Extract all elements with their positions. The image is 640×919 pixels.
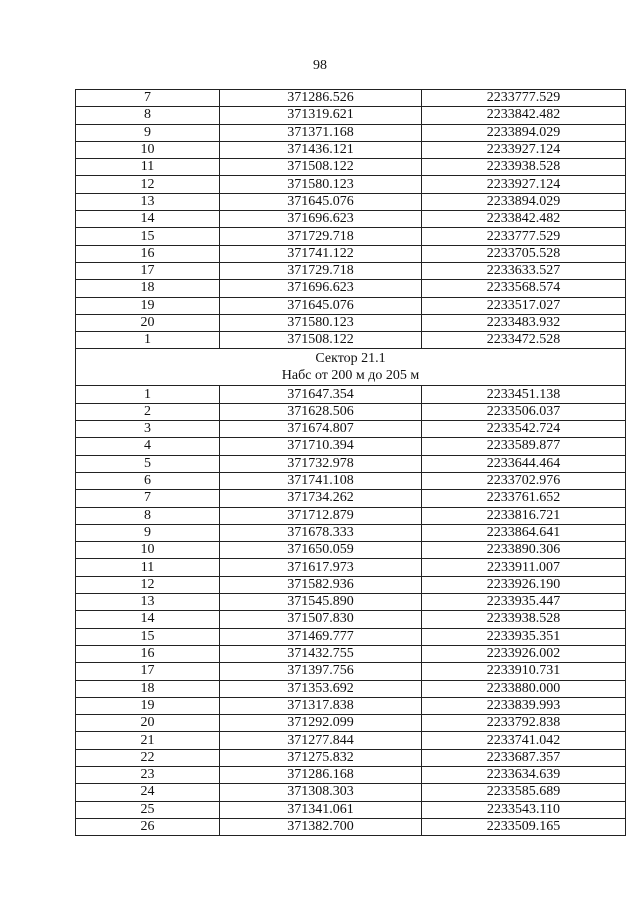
y-coordinate-cell: 2233816.721: [422, 507, 626, 524]
table-row: [76, 107, 626, 124]
x-coordinate-cell: 371710.394: [220, 438, 422, 455]
point-number-cell: 22: [76, 749, 220, 766]
point-number-cell: 20: [76, 314, 220, 331]
table-row: [76, 697, 626, 714]
point-number-cell: 7: [76, 90, 220, 107]
point-number-cell: 20: [76, 715, 220, 732]
x-coordinate-cell: 371507.830: [220, 611, 422, 628]
x-coordinate-cell: 371319.621: [220, 107, 422, 124]
point-number-cell: 23: [76, 766, 220, 783]
point-number-cell: 1: [76, 386, 220, 403]
table-row: [76, 680, 626, 697]
table-row: [76, 228, 626, 245]
x-coordinate-cell: 371277.844: [220, 732, 422, 749]
x-coordinate-cell: 371580.123: [220, 176, 422, 193]
y-coordinate-cell: 2233777.529: [422, 228, 626, 245]
y-coordinate-cell: 2233935.447: [422, 594, 626, 611]
page-number: 98: [313, 58, 327, 73]
table-row: [76, 663, 626, 680]
y-coordinate-cell: 2233542.724: [422, 421, 626, 438]
table-row: [76, 314, 626, 331]
table-row: [76, 594, 626, 611]
point-number-cell: 5: [76, 455, 220, 472]
x-coordinate-cell: 371308.303: [220, 784, 422, 801]
y-coordinate-cell: 2233910.731: [422, 663, 626, 680]
table-row: [76, 90, 626, 107]
point-number-cell: 25: [76, 801, 220, 818]
table-row: [76, 159, 626, 176]
point-number-cell: 16: [76, 245, 220, 262]
table-row: [76, 176, 626, 193]
section-header: [76, 349, 626, 386]
x-coordinate-cell: 371741.122: [220, 245, 422, 262]
y-coordinate-cell: 2233517.027: [422, 297, 626, 314]
x-coordinate-cell: 371712.879: [220, 507, 422, 524]
point-number-cell: 19: [76, 697, 220, 714]
y-coordinate-cell: 2233842.482: [422, 211, 626, 228]
x-coordinate-cell: 371432.755: [220, 645, 422, 662]
table-row: [76, 386, 626, 403]
y-coordinate-cell: 2233926.190: [422, 576, 626, 593]
y-coordinate-cell: 2233792.838: [422, 715, 626, 732]
table-row: [76, 490, 626, 507]
point-number-cell: 7: [76, 490, 220, 507]
table-row: [76, 141, 626, 158]
point-number-cell: 18: [76, 680, 220, 697]
section-header-row: [76, 349, 626, 386]
point-number-cell: 12: [76, 176, 220, 193]
table-row: [76, 715, 626, 732]
point-number-cell: 6: [76, 472, 220, 489]
x-coordinate-cell: 371508.122: [220, 332, 422, 349]
y-coordinate-cell: 2233880.000: [422, 680, 626, 697]
y-coordinate-cell: 2233585.689: [422, 784, 626, 801]
x-coordinate-cell: 371647.354: [220, 386, 422, 403]
point-number-cell: 17: [76, 262, 220, 279]
point-number-cell: 14: [76, 611, 220, 628]
y-coordinate-cell: 2233741.042: [422, 732, 626, 749]
x-coordinate-cell: 371729.718: [220, 262, 422, 279]
x-coordinate-cell: 371341.061: [220, 801, 422, 818]
point-number-cell: 8: [76, 507, 220, 524]
y-coordinate-cell: 2233890.306: [422, 542, 626, 559]
table-row: [76, 211, 626, 228]
x-coordinate-cell: 371650.059: [220, 542, 422, 559]
table-row: [76, 297, 626, 314]
y-coordinate-cell: 2233451.138: [422, 386, 626, 403]
y-coordinate-cell: 2233839.993: [422, 697, 626, 714]
x-coordinate-cell: 371729.718: [220, 228, 422, 245]
table-row: [76, 732, 626, 749]
y-coordinate-cell: 2233894.029: [422, 193, 626, 210]
table-row: [76, 801, 626, 818]
table-row: [76, 818, 626, 835]
coordinates-table: [75, 89, 626, 836]
x-coordinate-cell: 371674.807: [220, 421, 422, 438]
x-coordinate-cell: 371678.333: [220, 524, 422, 541]
table-row: [76, 421, 626, 438]
y-coordinate-cell: 2233483.932: [422, 314, 626, 331]
y-coordinate-cell: 2233864.641: [422, 524, 626, 541]
y-coordinate-cell: 2233702.976: [422, 472, 626, 489]
point-number-cell: 19: [76, 297, 220, 314]
x-coordinate-cell: 371580.123: [220, 314, 422, 331]
x-coordinate-cell: 371696.623: [220, 211, 422, 228]
table-row: [76, 438, 626, 455]
y-coordinate-cell: 2233911.007: [422, 559, 626, 576]
y-coordinate-cell: 2233509.165: [422, 818, 626, 835]
table-row: [76, 280, 626, 297]
table-row: [76, 524, 626, 541]
y-coordinate-cell: 2233935.351: [422, 628, 626, 645]
table-row: [76, 455, 626, 472]
point-number-cell: 13: [76, 193, 220, 210]
x-coordinate-cell: 371469.777: [220, 628, 422, 645]
point-number-cell: 10: [76, 141, 220, 158]
table-row: [76, 645, 626, 662]
point-number-cell: 9: [76, 124, 220, 141]
point-number-cell: 15: [76, 628, 220, 645]
point-number-cell: 8: [76, 107, 220, 124]
table-row: [76, 262, 626, 279]
section-subtitle: Набс от 200 м до 205 м: [281, 368, 420, 384]
point-number-cell: 3: [76, 421, 220, 438]
x-coordinate-cell: 371645.076: [220, 193, 422, 210]
x-coordinate-cell: 371696.623: [220, 280, 422, 297]
table-row: [76, 766, 626, 783]
x-coordinate-cell: 371382.700: [220, 818, 422, 835]
x-coordinate-cell: 371508.122: [220, 159, 422, 176]
x-coordinate-cell: 371436.121: [220, 141, 422, 158]
table-row: [76, 542, 626, 559]
x-coordinate-cell: 371292.099: [220, 715, 422, 732]
table-row: [76, 784, 626, 801]
x-coordinate-cell: 371645.076: [220, 297, 422, 314]
point-number-cell: 16: [76, 645, 220, 662]
x-coordinate-cell: 371275.832: [220, 749, 422, 766]
point-number-cell: 21: [76, 732, 220, 749]
table-row: [76, 749, 626, 766]
y-coordinate-cell: 2233938.528: [422, 159, 626, 176]
x-coordinate-cell: 371734.262: [220, 490, 422, 507]
x-coordinate-cell: 371286.168: [220, 766, 422, 783]
y-coordinate-cell: 2233927.124: [422, 176, 626, 193]
point-number-cell: 9: [76, 524, 220, 541]
x-coordinate-cell: 371353.692: [220, 680, 422, 697]
y-coordinate-cell: 2233761.652: [422, 490, 626, 507]
table-row: [76, 611, 626, 628]
x-coordinate-cell: 371545.890: [220, 594, 422, 611]
table-row: [76, 403, 626, 420]
y-coordinate-cell: 2233589.877: [422, 438, 626, 455]
y-coordinate-cell: 2233687.357: [422, 749, 626, 766]
y-coordinate-cell: 2233568.574: [422, 280, 626, 297]
table-row: [76, 193, 626, 210]
table-row: [76, 507, 626, 524]
point-number-cell: 13: [76, 594, 220, 611]
y-coordinate-cell: 2233506.037: [422, 403, 626, 420]
table-row: [76, 559, 626, 576]
point-number-cell: 1: [76, 332, 220, 349]
table-row: [76, 332, 626, 349]
y-coordinate-cell: 2233842.482: [422, 107, 626, 124]
point-number-cell: 10: [76, 542, 220, 559]
point-number-cell: 4: [76, 438, 220, 455]
x-coordinate-cell: 371286.526: [220, 90, 422, 107]
y-coordinate-cell: 2233894.029: [422, 124, 626, 141]
y-coordinate-cell: 2233633.527: [422, 262, 626, 279]
table-row: [76, 472, 626, 489]
x-coordinate-cell: 371397.756: [220, 663, 422, 680]
x-coordinate-cell: 371317.838: [220, 697, 422, 714]
table-row: [76, 245, 626, 262]
y-coordinate-cell: 2233926.002: [422, 645, 626, 662]
y-coordinate-cell: 2233777.529: [422, 90, 626, 107]
y-coordinate-cell: 2233472.528: [422, 332, 626, 349]
x-coordinate-cell: 371741.108: [220, 472, 422, 489]
section-title: Сектор 21.1: [315, 351, 386, 367]
y-coordinate-cell: 2233634.639: [422, 766, 626, 783]
point-number-cell: 17: [76, 663, 220, 680]
table-row: [76, 124, 626, 141]
point-number-cell: 15: [76, 228, 220, 245]
x-coordinate-cell: 371371.168: [220, 124, 422, 141]
point-number-cell: 24: [76, 784, 220, 801]
y-coordinate-cell: 2233927.124: [422, 141, 626, 158]
point-number-cell: 11: [76, 559, 220, 576]
y-coordinate-cell: 2233644.464: [422, 455, 626, 472]
point-number-cell: 2: [76, 403, 220, 420]
y-coordinate-cell: 2233705.528: [422, 245, 626, 262]
point-number-cell: 14: [76, 211, 220, 228]
coordinates-table-body: [76, 90, 626, 836]
y-coordinate-cell: 2233938.528: [422, 611, 626, 628]
x-coordinate-cell: 371732.978: [220, 455, 422, 472]
point-number-cell: 12: [76, 576, 220, 593]
point-number-cell: 18: [76, 280, 220, 297]
point-number-cell: 11: [76, 159, 220, 176]
y-coordinate-cell: 2233543.110: [422, 801, 626, 818]
point-number-cell: 26: [76, 818, 220, 835]
table-row: [76, 576, 626, 593]
x-coordinate-cell: 371582.936: [220, 576, 422, 593]
table-row: [76, 628, 626, 645]
x-coordinate-cell: 371628.506: [220, 403, 422, 420]
x-coordinate-cell: 371617.973: [220, 559, 422, 576]
